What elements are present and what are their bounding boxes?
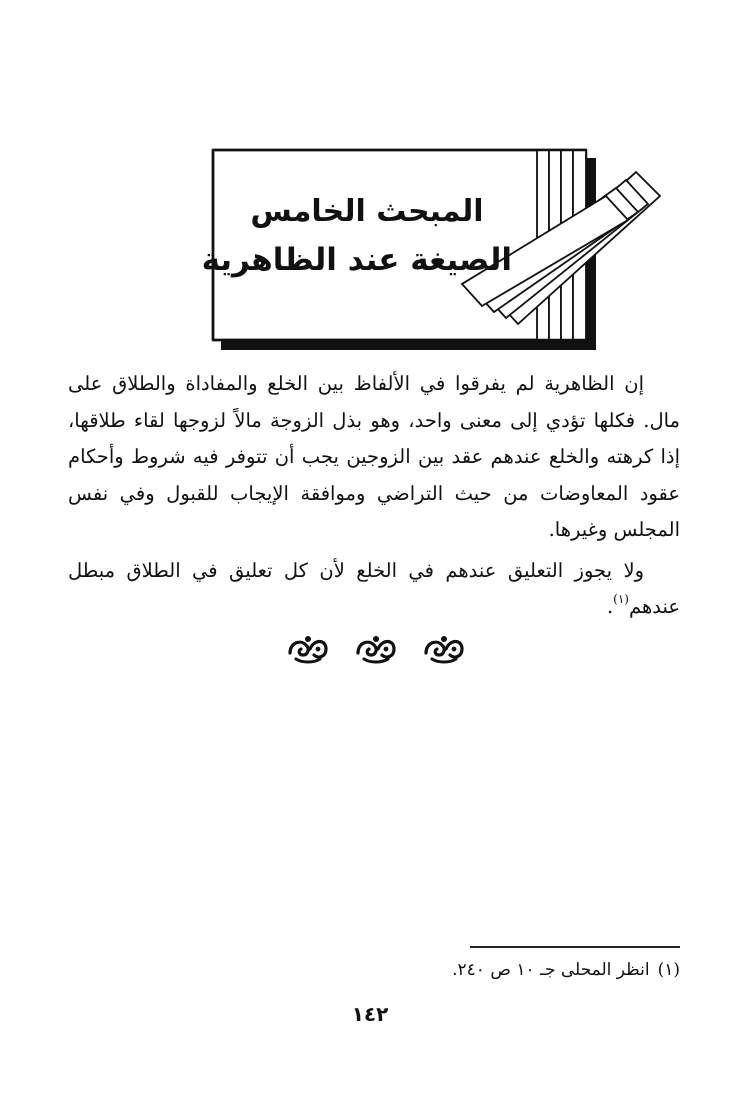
fleuron-icon bbox=[354, 631, 398, 665]
fleuron-icon bbox=[286, 631, 330, 665]
paragraph-1: إن الظاهرية لم يفرقوا في الألفاظ بين الخلع والمفاداة والطلاق على مال. فكلها تؤدي إلى معنى واحد، وهو بذل الزوجة مالاً لزوجها لقاء طلاقها، إذا كرهته والخلع عندهم عقد بين الزوجين يجب أن تتوفر فيه شروط وأحكام عقود المعاوضات من حيث التراضي وموافقة الإيجاب للقبول وفي نفس المجلس وغيرها. bbox=[68, 372, 680, 541]
footnote-reference[interactable]: (١) bbox=[613, 592, 629, 606]
chapter-title-box bbox=[0, 0, 754, 360]
fleuron-icon bbox=[422, 631, 466, 665]
footnote bbox=[300, 956, 680, 984]
chapter-subtitle: الصيغة عند الظاهرية bbox=[201, 242, 512, 278]
title-frame-graphic bbox=[0, 0, 754, 360]
section-ornament bbox=[286, 626, 466, 670]
body-text bbox=[68, 366, 680, 626]
paragraph-2 bbox=[68, 553, 680, 626]
page-number: ١٤٢ bbox=[351, 1002, 389, 1026]
footnote-text: انظر المحلى جـ ١٠ ص ٢٤٠. bbox=[452, 960, 650, 980]
footnote-divider bbox=[470, 946, 680, 948]
chapter-title: المبحث الخامس bbox=[250, 194, 484, 229]
chapter-heading bbox=[201, 188, 512, 284]
paragraph-2-text: ولا يجوز التعليق عندهم في الخلع لأن كل تعليق في الطلاق مبطل عندهم bbox=[68, 558, 680, 618]
footnote-number: (١) bbox=[657, 960, 680, 980]
paragraph-2-end: . bbox=[606, 595, 614, 618]
